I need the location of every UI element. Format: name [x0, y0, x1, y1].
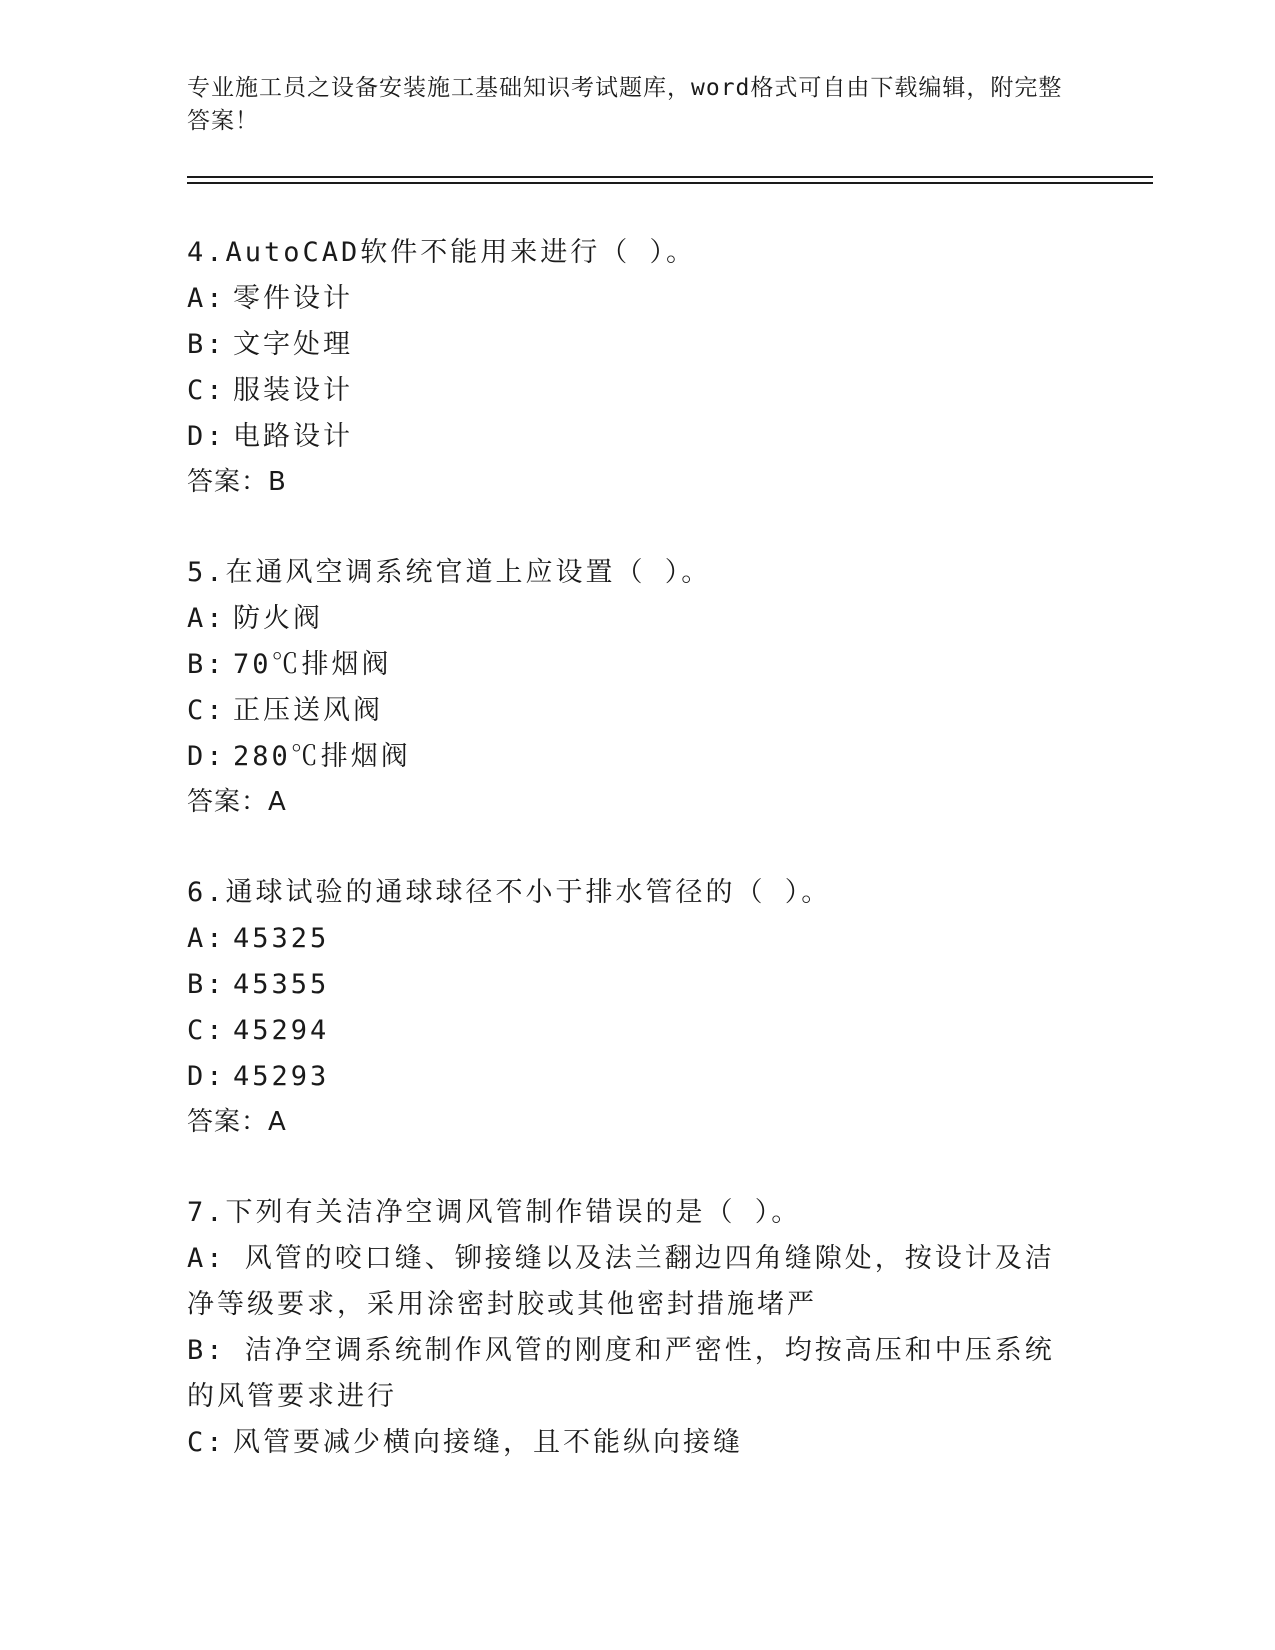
question-list: [187, 230, 1087, 1512]
option-text: 45294: [233, 1015, 330, 1046]
option-text: 风管的咬口缝、铆接缝以及法兰翻边四角缝隙处，按设计及洁净等级要求，采用涂密封胶或其他密封措施堵严: [187, 1243, 1055, 1320]
option-key: A:: [187, 923, 226, 954]
option-key: C:: [187, 695, 226, 726]
option-key: A:: [187, 1243, 226, 1274]
option-b: [187, 322, 1087, 368]
question-stem: 7.下列有关洁净空调风管制作错误的是（ ）。: [187, 1197, 802, 1228]
option-text: 零件设计: [233, 283, 353, 314]
question-7: [187, 1190, 1087, 1466]
option-key: B:: [187, 1335, 226, 1366]
header-divider-top: [187, 176, 1153, 178]
option-key: A:: [187, 283, 226, 314]
option-key: B:: [187, 969, 226, 1000]
header-divider-bottom: [187, 182, 1153, 184]
option-text: 服装设计: [233, 375, 353, 406]
option-text: 正压送风阀: [233, 695, 383, 726]
question-6: [187, 870, 1087, 1144]
option-c: [187, 368, 1087, 414]
option-b: [187, 1328, 1072, 1420]
option-text: 45293: [233, 1061, 330, 1092]
option-b: [187, 962, 1087, 1008]
option-a: [187, 1236, 1072, 1328]
option-key: C:: [187, 1427, 226, 1458]
option-key: D:: [187, 741, 226, 772]
question-stem: 5.在通风空调系统官道上应设置（ ）。: [187, 557, 712, 588]
question-stem: 4.AutoCAD软件不能用来进行（ ）。: [187, 237, 697, 268]
option-key: A:: [187, 603, 226, 634]
option-text: 文字处理: [233, 329, 353, 360]
question-stem: 6.通球试验的通球球径不小于排水管径的（ ）。: [187, 877, 832, 908]
answer-line: 答案：B: [187, 467, 287, 497]
option-text: 风管要减少横向接缝，且不能纵向接缝: [233, 1427, 743, 1458]
option-a: [187, 916, 1087, 962]
option-text: 280℃排烟阀: [233, 741, 411, 772]
option-d: [187, 1054, 1087, 1100]
option-a: [187, 276, 1087, 322]
option-d: [187, 734, 1087, 780]
question-5: [187, 550, 1087, 824]
option-text: 电路设计: [233, 421, 353, 452]
document-header: [187, 72, 1067, 138]
option-key: D:: [187, 421, 226, 452]
header-text: 专业施工员之设备安装施工基础知识考试题库，word格式可自由下载编辑，附完整答案！: [187, 75, 1063, 134]
option-c: [187, 1420, 1087, 1466]
option-key: C:: [187, 1015, 226, 1046]
option-text: 45355: [233, 969, 330, 1000]
option-text: 洁净空调系统制作风管的刚度和严密性，均按高压和中压系统的风管要求进行: [187, 1335, 1055, 1412]
option-key: D:: [187, 1061, 226, 1092]
option-text: 70℃排烟阀: [233, 649, 392, 680]
option-c: [187, 1008, 1087, 1054]
option-a: [187, 596, 1087, 642]
option-key: C:: [187, 375, 226, 406]
option-d: [187, 414, 1087, 460]
answer-line: 答案：A: [187, 1107, 287, 1137]
question-4: [187, 230, 1087, 504]
option-b: [187, 642, 1087, 688]
option-text: 防火阀: [233, 603, 323, 634]
option-c: [187, 688, 1087, 734]
option-key: B:: [187, 649, 226, 680]
option-key: B:: [187, 329, 226, 360]
option-text: 45325: [233, 923, 330, 954]
answer-line: 答案：A: [187, 787, 287, 817]
